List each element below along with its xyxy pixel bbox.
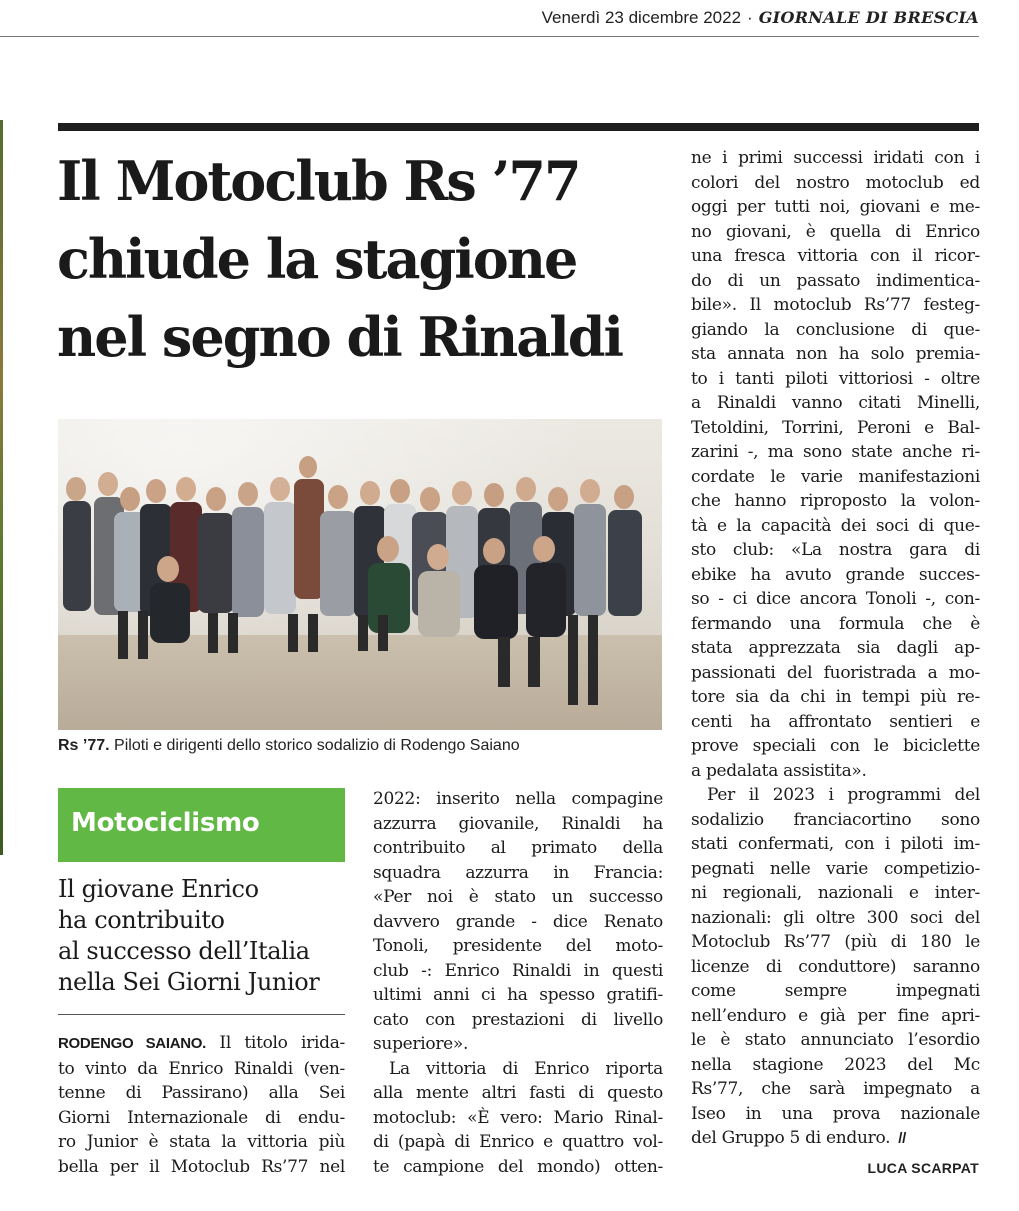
body-line: te campione del mondo) otten- (373, 1156, 663, 1177)
header-separator: · (747, 8, 753, 27)
author-byline: LUCA SCARPAT (867, 1160, 979, 1176)
body-line: contribuito al primato della (373, 838, 663, 858)
newspaper-name: GIORNALE DI BRESCIA (758, 8, 979, 27)
body-line: «Per noi è stato un successo (373, 887, 663, 907)
article-top-rule (58, 123, 979, 131)
body-line-last (691, 1126, 980, 1152)
body-line: Tonoli, presidente del moto- (373, 936, 663, 956)
body-line: Per il 2023 i programmi del (707, 785, 980, 805)
body-line: bile». Il motoclub Rs’77 festeg- (691, 295, 980, 315)
body-line: ultimi anni ci ha spesso gratifi- (373, 985, 663, 1005)
body-line: alla mente altri fasti di questo (373, 1083, 663, 1103)
body-line: stati confermati, con i piloti im- (691, 834, 980, 854)
summary-rule (58, 1014, 345, 1015)
body-line: colori del nostro motoclub ed (691, 172, 980, 193)
body-line: prove speciali con le biciclette (691, 736, 980, 756)
section-label-box (58, 788, 345, 862)
body-line: tà e la capacità dei soci di que- (691, 515, 980, 536)
body-line: a Rinaldi vanno citati Minelli, (691, 393, 980, 413)
body-line: azzurra giovanile, Rinaldi ha (373, 813, 663, 834)
summary-line: al successo dell’Italia (58, 937, 310, 965)
header-rule (0, 36, 979, 37)
body-line: Tetoldini, Torrini, Peroni e Bal- (691, 417, 980, 438)
caption-lead: Rs ’77. (58, 737, 110, 754)
body-line: che hanno riproposto la volon- (691, 491, 980, 511)
headline-line: chiude la stagione (57, 227, 577, 291)
body-line: superiore». (373, 1034, 469, 1054)
body-line: 2022: inserito nella compagine (373, 789, 663, 809)
body-line: sto club: «La nostra gara di (691, 540, 980, 560)
summary-line: nella Sei Giorni Junior (58, 968, 320, 996)
body-line: giando la conclusione di que- (691, 319, 980, 340)
body-line: Motoclub Rs’77 (più di 180 le (691, 932, 980, 952)
body-line: nella stagione 2023 del Mc (691, 1054, 980, 1075)
headline-line: nel segno di Rinaldi (57, 305, 623, 369)
body-line: ne i primi successi iridati con i (691, 148, 980, 168)
group-silhouettes (58, 419, 662, 730)
body-line: ebike ha avuto grande succes- (691, 564, 980, 585)
body-line: Il titolo irida- (219, 1033, 345, 1053)
body-line: passionati del fuoristrada a mo- (691, 662, 980, 683)
body-line: to i tanti piloti vittoriosi - oltre (691, 368, 980, 389)
body-line: come sempre impegnati (691, 981, 980, 1001)
body-line: do di un passato indimentica- (691, 270, 980, 291)
body-line: zarini -, ma sono state anche ri- (691, 442, 980, 462)
body-line: sodalizio franciacortino sono (691, 809, 980, 830)
body-line: nazionali: gli oltre 300 soci del (691, 907, 980, 928)
page-header (542, 8, 979, 28)
headline (57, 142, 677, 376)
body-line: La vittoria di Enrico riporta (389, 1058, 663, 1079)
body-line: nell’enduro e già per fine apri- (691, 1005, 980, 1026)
section-label: Motociclismo (71, 808, 260, 838)
summary-line: Il giovane Enrico (58, 875, 259, 903)
end-mark: // (898, 1130, 906, 1147)
body-line: a pedalata assistita». (691, 760, 867, 781)
body-line: club -: Enrico Rinaldi in questi (373, 960, 663, 981)
body-line: ro Junior è stata la vittoria più (58, 1132, 345, 1152)
dateline: RODENGO SAIANO. (58, 1035, 206, 1052)
body-line: Giorni Internazionale di endu- (58, 1107, 345, 1128)
body-line: squadra azzurra in Francia: (373, 862, 663, 883)
body-line: cordate le varie manifestazioni (691, 466, 980, 487)
headline-line: Il Motoclub Rs ’77 (57, 149, 580, 213)
body-line: motoclub: «È vero: Mario Rinal- (373, 1107, 663, 1128)
body-column-1 (58, 1031, 345, 1179)
group-photo (58, 419, 662, 730)
caption-text: Piloti e dirigenti dello storico sodalizio di Rodengo Saiano (109, 737, 520, 754)
body-line: stata apprezzata sia dagli ap- (691, 638, 980, 658)
body-line: tore sia da chi in tempi più re- (691, 687, 980, 707)
body-line: le è stato annunciato l’esordio (691, 1030, 980, 1050)
issue-date: Venerdì 23 dicembre 2022 (541, 8, 742, 27)
body-line: bella per il Motoclub Rs’77 nel (58, 1156, 345, 1177)
body-line: to vinto da Enrico Rinaldi (ven- (58, 1058, 345, 1079)
body-line: una fresca vittoria con il ricor- (691, 246, 980, 266)
body-column-3 (691, 146, 980, 1152)
body-line: cato con prestazioni di livello (373, 1009, 663, 1030)
body-line: Iseo in una prova nazionale (691, 1103, 980, 1124)
body-line: no giovani, è quella di Enrico (691, 221, 980, 242)
body-line: tenne di Passirano) alla Sei (58, 1083, 345, 1103)
summary-line: ha contribuito (58, 906, 225, 934)
body-line: sta annata non ha solo premia- (691, 344, 980, 364)
article-summary (58, 874, 358, 998)
photo-caption (58, 737, 668, 755)
body-line: del Gruppo 5 di enduro. (691, 1128, 891, 1148)
body-line: pegnati nelle varie competizio- (691, 858, 980, 879)
body-line: so - ci dice ancora Tonoli -, con- (691, 589, 980, 609)
body-line: davvero grande - dice Renato (373, 911, 663, 932)
adjacent-photo-edge (0, 120, 3, 855)
body-line: di (papà di Enrico e quattro vol- (373, 1132, 663, 1152)
body-line-with-dateline (58, 1031, 345, 1057)
body-column-2 (373, 787, 663, 1179)
body-line: ni regionali, nazionali e inter- (691, 883, 980, 903)
body-line: oggi per tutti noi, giovani e me- (691, 197, 980, 217)
body-line: Rs’77, che sarà impegnato a (691, 1079, 980, 1099)
body-line: centi ha affrontato sentieri e (691, 711, 980, 732)
body-line: fermando una formula che è (691, 613, 980, 634)
body-line: licenze di conduttore) saranno (691, 956, 980, 977)
